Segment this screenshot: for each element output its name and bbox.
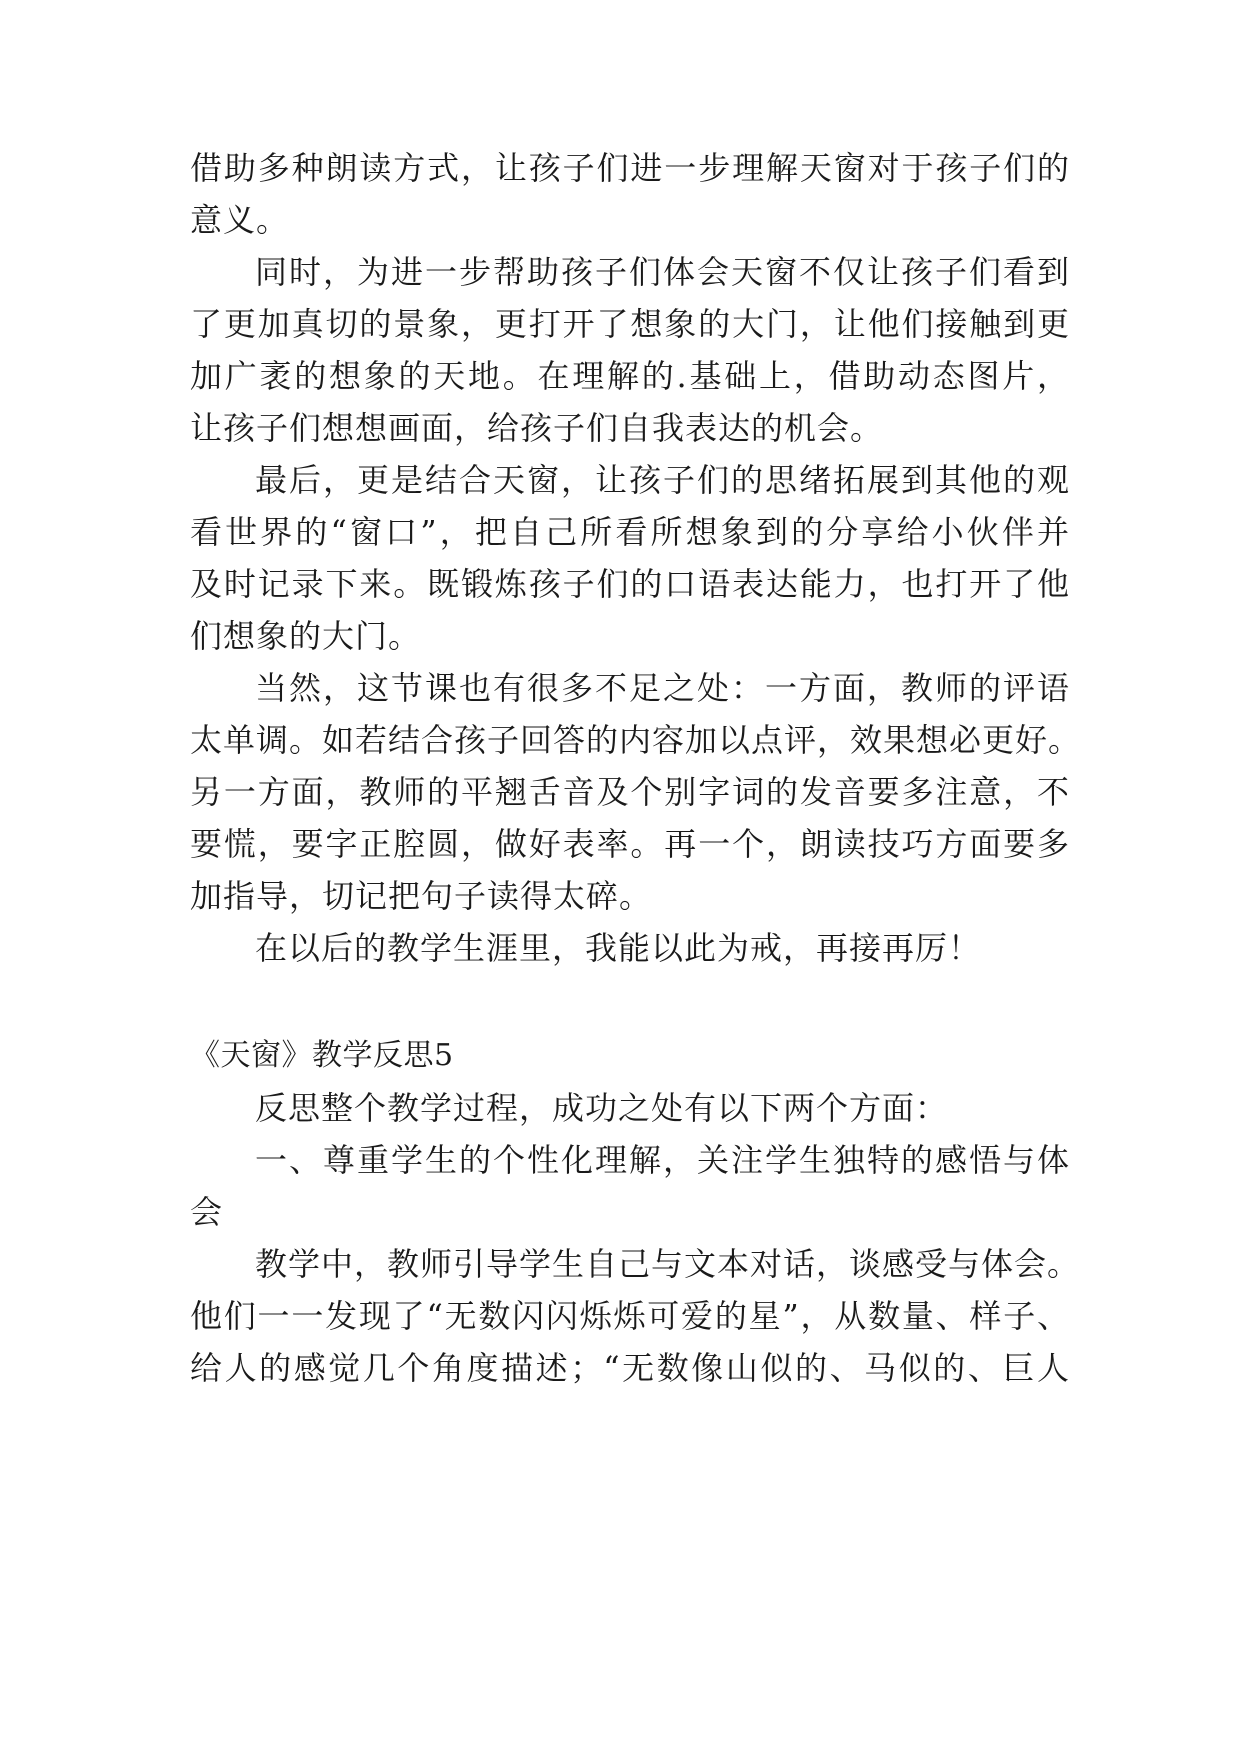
text-line: 们想象的大门。 [190,617,422,655]
text-line: 加指导，切记把句子读得太碎。 [190,877,653,915]
text-line: 在以后的教学生涯里，我能以此为戒，再接再厉！ [255,929,982,967]
text-line: 要慌，要字正腔圆，做好表率。再一个，朗读技巧方面要多 [190,825,1070,863]
text-line: 教学中，教师引导学生自己与文本对话，谈感受与体会。 [255,1245,1081,1283]
text-line: 了更加真切的景象，更打开了想象的大门，让他们接触到更 [190,305,1070,343]
section-title: 《天窗》教学反思5 [190,1038,454,1073]
text-line: 同时，为进一步帮助孩子们体会天窗不仅让孩子们看到 [255,253,1070,291]
text-line: 加广袤的想象的天地。在理解的.基础上，借助动态图片， [190,357,1070,395]
text-line: 他们一一发现了“无数闪闪烁烁可爱的星”，从数量、样子、 [190,1297,1070,1335]
text-line: 及时记录下来。既锻炼孩子们的口语表达能力，也打开了他 [190,565,1070,603]
text-line: 一、尊重学生的个性化理解，关注学生独特的感悟与体 [255,1141,1070,1179]
text-line: 太单调。如若结合孩子回答的内容加以点评，效果想必更好。 [190,721,1082,759]
text-line: 给人的感觉几个角度描述；“无数像山似的、马似的、巨人 [190,1349,1070,1387]
text-line: 另一方面，教师的平翘舌音及个别字词的发音要多注意，不 [190,773,1070,811]
text-line: 意义。 [190,201,290,239]
text-line: 反思整个教学过程，成功之处有以下两个方面： [255,1089,949,1127]
text-line: 看世界的“窗口”，把自己所看所想象到的分享给小伙伴并 [190,513,1070,551]
text-line: 最后，更是结合天窗，让孩子们的思绪拓展到其他的观 [255,461,1070,499]
text-line: 当然，这节课也有很多不足之处：一方面，教师的评语 [255,669,1070,707]
text-line: 会 [190,1193,224,1231]
text-line: 让孩子们想想画面，给孩子们自我表达的机会。 [190,409,884,447]
text-line: 借助多种朗读方式，让孩子们进一步理解天窗对于孩子们的 [190,149,1070,187]
